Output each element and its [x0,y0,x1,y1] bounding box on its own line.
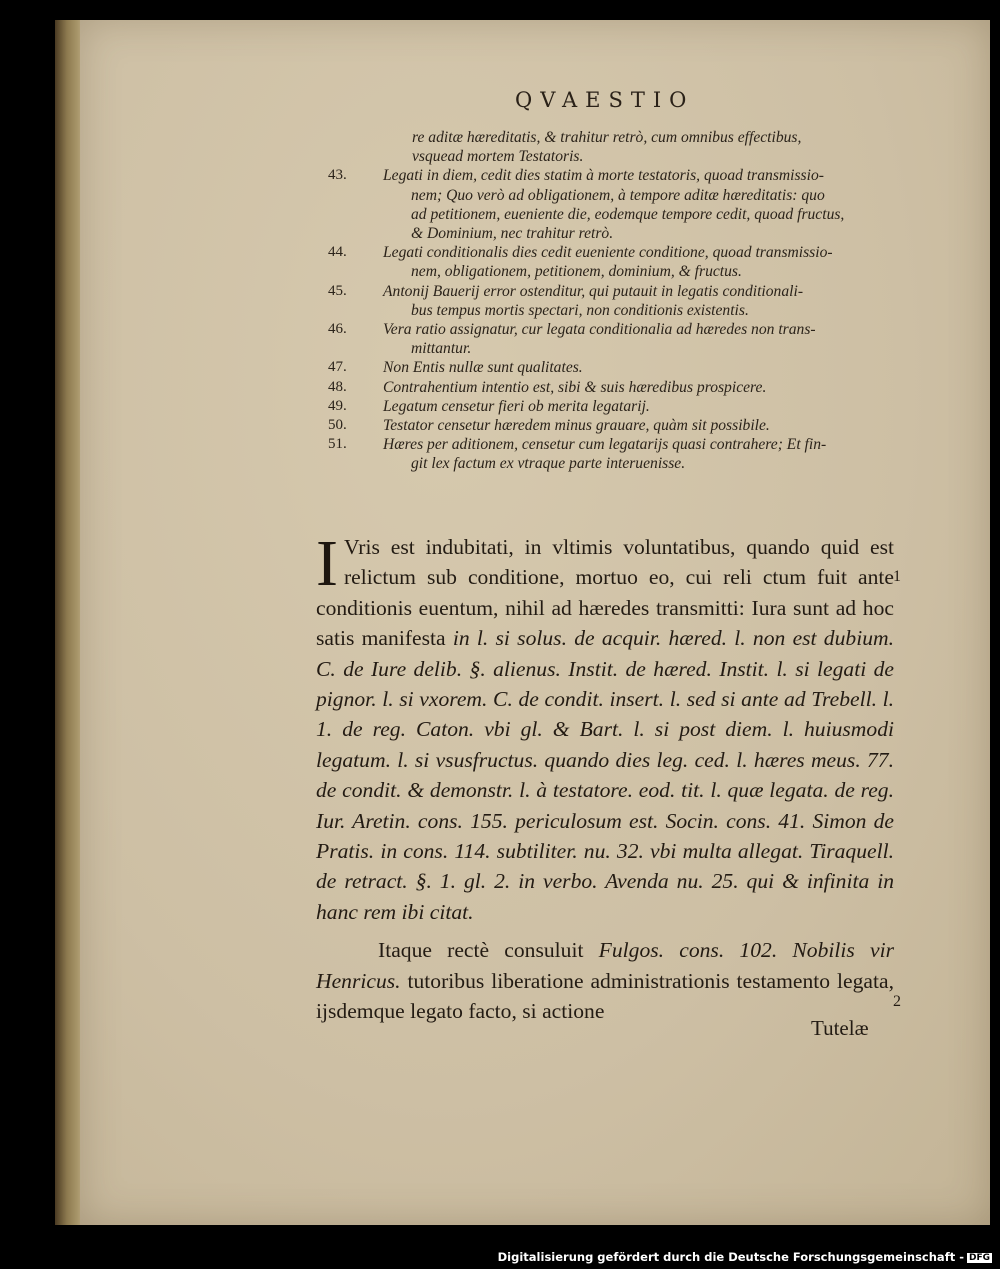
summary-number: 47. [328,359,347,376]
summary-line: ad petitionem, eueniente die, eodemque tempore cedit, quoad fructus, [411,205,845,223]
footer-text: Digitalisierung gefördert durch die Deutsche Forschungsgemeinschaft - [497,1250,964,1264]
drop-cap: I [316,527,338,600]
summary-line: Legati in diem, cedit dies statim à morte testatoris, quoad transmissio- [383,167,824,185]
summary-line: mittantur. [411,340,472,358]
summary-item [322,320,897,358]
paragraph-2-citation: Fulgos. cons. 102. Nobilis vir Henricus. [316,938,894,993]
summary-line: Non Entis nullæ sunt qualitates. [383,359,583,377]
summary-item [322,378,897,397]
summary-number: 43. [328,167,347,184]
summary-line: git lex factum ex vtraque parte interuenisse. [411,455,686,473]
summary-item [322,243,897,281]
summary-number: 49. [328,397,347,414]
margin-note-1: 1 [893,568,901,585]
summary-line: Antonij Bauerij error ostenditur, qui putauit in legatis conditionali- [383,282,804,300]
running-header: QVAESTIO [515,88,695,112]
summary-line: bus tempus mortis spectari, non conditionis existentis. [411,301,749,319]
paragraph-2 [316,935,894,1026]
summary-number: 46. [328,321,347,338]
summary-item [322,397,897,416]
summary-line: Hæres per aditionem, censetur cum legatarijs quasi contrahere; Et fin- [383,436,827,454]
summary-line: Contrahentium intentio est, sibi & suis hæredibus prospicere. [383,378,767,396]
margin-note-2: 2 [893,993,901,1010]
paragraph-1-text: Vris est indubitati, in vltimis voluntatibus, quando quid est relictum sub conditione, mortuo eo, cui reli ctum fuit ante conditionis euentum, nihil ad hæredes transmitti: Iura sunt ad hoc satis manifesta [316,535,894,651]
dfg-logo: DFG [968,1253,990,1263]
summary-item [322,166,897,243]
paragraph-2-text-a: Itaque rectè consuluit [378,938,584,963]
summary-list [322,128,897,474]
summary-line: Legatum censetur fieri ob merita legatarij. [383,397,650,415]
paragraph-2-text-b: tutoribus liberatione administrationis testamento legata, ijsdemque legato facto, si actione [316,968,894,1024]
summary-line: nem, obligationem, petitionem, dominium, & fructus. [411,263,742,281]
summary-line: nem; Quo verò ad obligationem, à tempore aditæ hæreditatis: quo [411,186,825,204]
book-page [80,20,990,1225]
summary-line: re aditæ hæreditatis, & trahitur retrò, cum omnibus effectibus, [412,129,802,146]
summary-line: & Dominium, nec trahitur retrò. [411,225,614,243]
summary-number: 50. [328,417,347,434]
catchword: Tutelæ [811,1016,869,1040]
main-text [316,527,894,1027]
summary-line: vsquead mortem Testatoris. [412,148,584,166]
summary-item [322,282,897,320]
summary-number: 44. [328,244,347,261]
summary-line: Testator censetur hæredem minus grauare, quàm sit possibile. [383,417,770,435]
summary-item [322,128,897,166]
paragraph-1-citations: in l. si solus. de acquir. hæred. l. non est dubium. C. de Iure delib. §. alienus. Instit. de hæred. Instit. l. si legati de pignor. l. si vxorem. C. de condit. insert. l. sed si ante ad Trebell. l. 1. de reg. Caton. vbi gl. & Bart. l. si post diem. l. huiusmodi legatum. l. si vsusfructus. quando dies leg. ced. l. hæres meus. 77. de condit. & demonstr. l. à testatore. eod. tit. l. quæ legata. de reg. Iur. Aretin. cons. 155. periculosum est. Socin. cons. 41. Simon de Pratis. in cons. 114. subtiliter. nu. 32. vbi multa allegat. Tiraquell. de retract. §. 1. gl. 2. in verbo. Avenda nu. 25. qui & infinita in hanc rem ibi citat. [316,626,894,924]
digitization-footer [0,1250,992,1264]
summary-number: 48. [328,378,347,395]
summary-item [322,435,897,473]
paragraph-1 [316,527,894,927]
summary-number: 45. [328,282,347,299]
summary-item [322,416,897,435]
summary-line: Legati conditionalis dies cedit eueniente conditione, quoad transmissio- [383,244,833,262]
summary-number: 51. [328,436,347,453]
summary-line: Vera ratio assignatur, cur legata conditionalia ad hæredes non trans- [383,321,816,339]
summary-item [322,358,897,377]
